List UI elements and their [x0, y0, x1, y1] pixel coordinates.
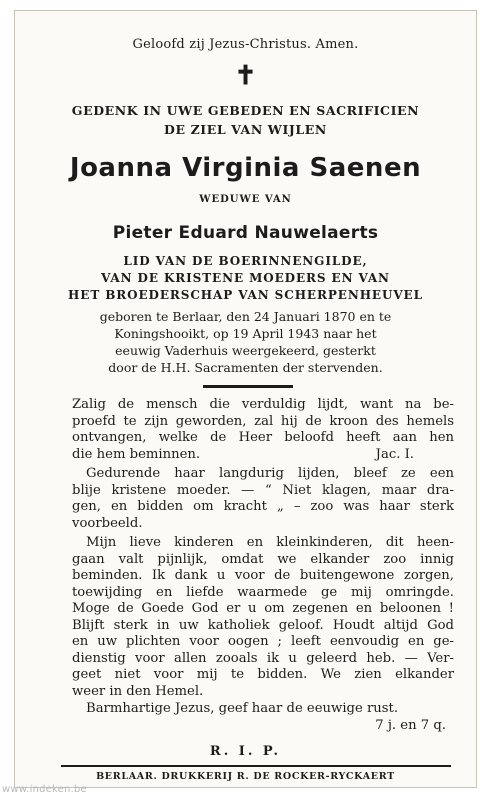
membership-line: LID VAN DE BOERINNENGILDE, — [123, 254, 368, 268]
scripture-reference: Jac. I. — [375, 446, 414, 462]
text-line: blije kristene moeder. — “ Niet klagen, maar dra- — [72, 482, 454, 498]
prayer-paragraph — [72, 701, 454, 734]
text-line: proefd te zijn geworden, zal hij de kroon des hemels — [72, 413, 454, 429]
husband-name: Pieter Eduard Nauwelaerts — [112, 223, 379, 243]
text-line: Blijft sterk in uw katholiek geloof. Houdt altijd God — [72, 617, 454, 633]
membership-line: HET BROEDERSCHAP VAN SCHERPENHEUVEL — [68, 288, 423, 302]
widow-of-label: WEDUWE VAN — [199, 194, 292, 205]
divider-rule — [203, 385, 293, 388]
birth-death-line: geboren te Berlaar, den 24 Januari 1870 en te — [99, 309, 392, 324]
membership-line: VAN DE KRISTENE MOEDERS EN VAN — [101, 271, 390, 285]
text-line: geet niet voor mij te bidden. We zien elkander — [72, 667, 454, 682]
text-line: dienstig voor allen zooals ik u geleerd heb. — Ver- — [72, 650, 454, 666]
text-line: weer in den Hemel. — [72, 683, 204, 699]
text-line: beminden. Ik dank u voor de buitengewone zorgen, — [72, 568, 454, 583]
printer-divider — [61, 765, 451, 767]
memorial-card — [14, 10, 477, 788]
text-line: ontvangen, welke de Heer beloofd heeft aan hen — [72, 430, 454, 445]
text-line: toewijding en liefde waarmede ge mij omringde. — [72, 584, 454, 600]
text-line: Gedurende haar langdurig lijden, bleef ze een — [86, 466, 454, 481]
birth-death-line: eeuwig Vaderhuis weergekeerd, gesterkt — [115, 343, 376, 358]
text-line: Moge de Goede God er u om zegenen en beloonen ! — [72, 601, 454, 616]
text-line: voorbeeld. — [72, 515, 143, 531]
cross-icon: ✝ — [234, 61, 257, 91]
text-line: gaan valt pijnlijk, omdat we elkander zoo innig — [72, 551, 454, 567]
deceased-name: Joanna Virginia Saenen — [69, 153, 422, 183]
text-line: gen, en bidden om kracht „ – zoo was haar sterk — [72, 499, 454, 514]
card-content — [15, 11, 476, 787]
birth-death-line: Koningshooikt, op 19 April 1943 naar het — [114, 326, 377, 341]
printer-imprint: BERLAAR. DRUKKERIJ R. DE ROCKER-RYCKAERT — [96, 771, 395, 782]
suffering-paragraph — [72, 466, 454, 532]
remember-line-2: DE ZIEL VAN WIJLEN — [164, 122, 327, 137]
birth-death-line: door de H.H. Sacramenten der stervenden. — [108, 360, 383, 375]
farewell-paragraph — [72, 535, 454, 700]
prayer-line: Barmhartige Jezus, geef haar de eeuwige rust. — [86, 701, 399, 716]
text-line: Zalig de mensch die verduldig lijdt, want na be- — [72, 397, 454, 412]
remember-line-1: GEDENK IN UWE GEBEDEN EN SACRIFICIEN — [71, 103, 420, 118]
invocation-text: Geloofd zij Jezus-Christus. Amen. — [132, 37, 359, 52]
rip-text: R. I. P. — [209, 744, 282, 759]
scripture-paragraph — [72, 397, 454, 463]
text-line-part: die hem beminnen. — [72, 446, 201, 462]
indulgence-line: 7 j. en 7 q. — [375, 717, 446, 733]
text-line — [72, 447, 454, 464]
text-line: Mijn lieve kinderen en kleinkinderen, dit heen- — [86, 535, 454, 550]
text-line: en uw plichten voor oogen ; leeft eenvoudig en ge- — [72, 634, 454, 649]
watermark-text: www.indeken.be — [2, 784, 87, 795]
